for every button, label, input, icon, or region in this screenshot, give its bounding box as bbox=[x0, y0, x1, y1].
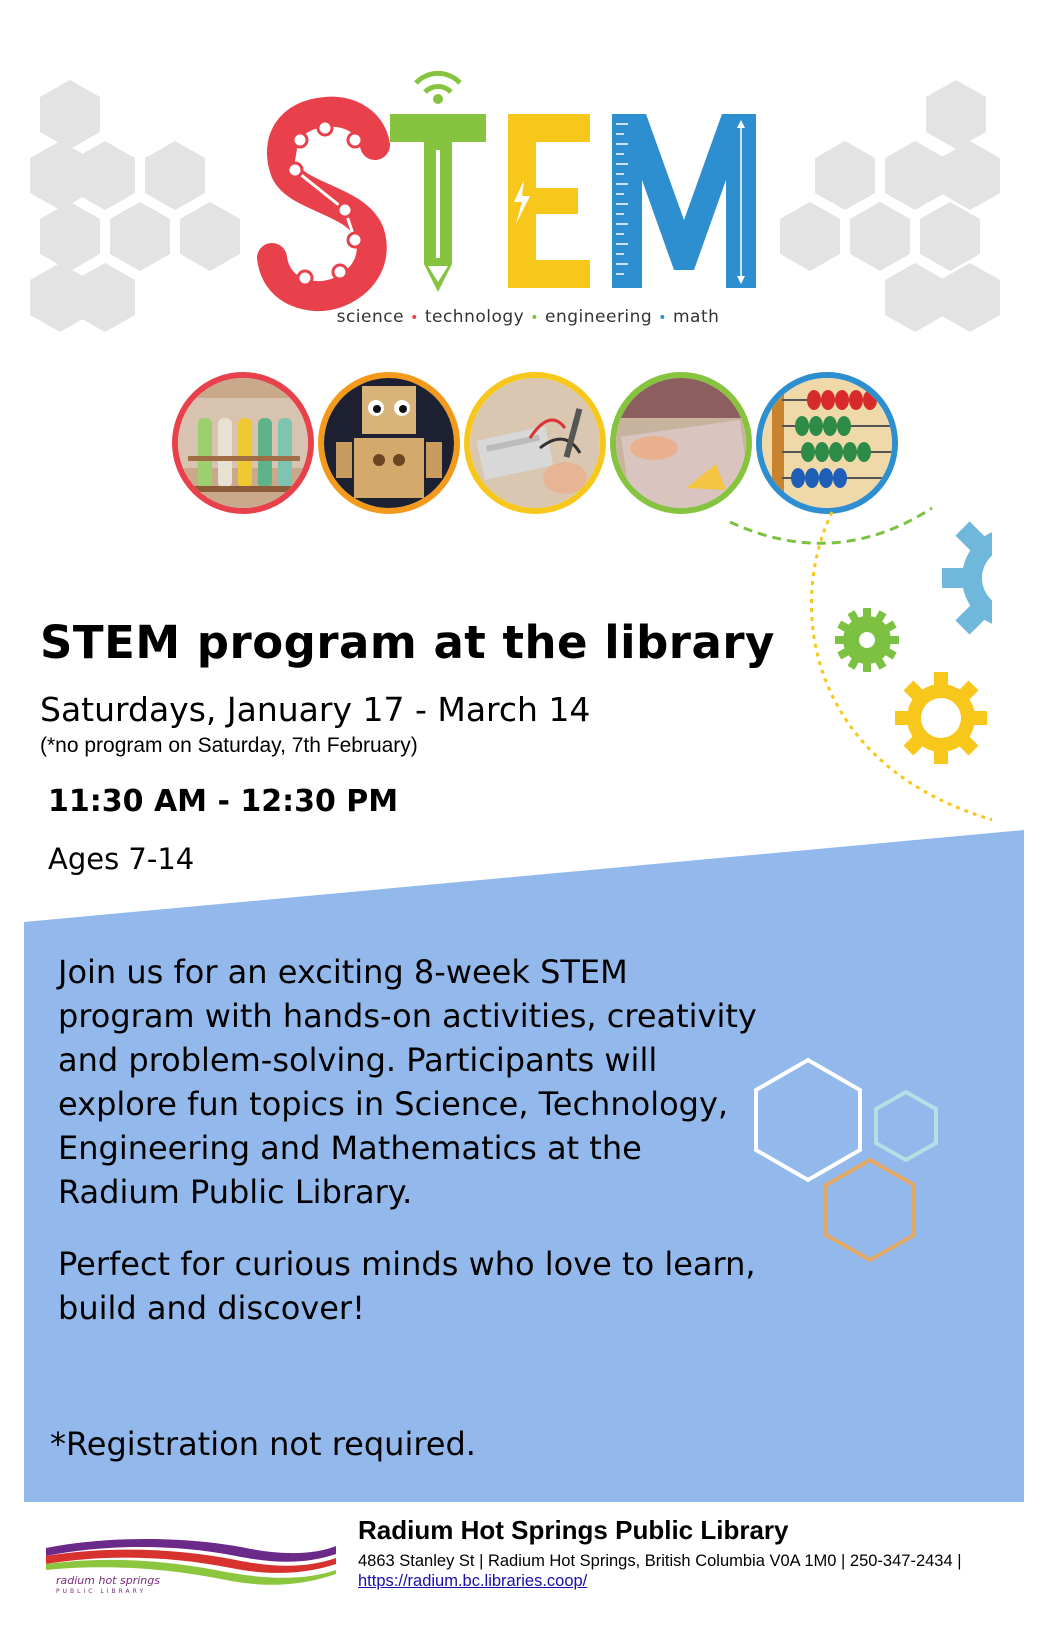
letter-e bbox=[508, 114, 590, 288]
photo-wooden-robot bbox=[318, 372, 460, 514]
program-note: (*no program on Saturday, 7th February) bbox=[40, 734, 418, 757]
letter-m bbox=[612, 114, 756, 288]
left-hexagon-pattern bbox=[30, 80, 240, 332]
tagline-dot: • bbox=[530, 310, 539, 326]
green-gear-icon bbox=[835, 608, 899, 672]
program-dates: Saturdays, January 17 - March 14 bbox=[40, 690, 591, 729]
description-paragraph-2: Perfect for curious minds who love to learn, build and discover! bbox=[58, 1245, 756, 1327]
program-title: STEM program at the library bbox=[40, 616, 775, 669]
tagline-engineering: engineering bbox=[545, 307, 653, 327]
letter-s bbox=[272, 112, 375, 296]
gears-decoration bbox=[660, 500, 1056, 840]
program-description bbox=[58, 950, 758, 1330]
letter-t bbox=[390, 73, 486, 292]
photo-test-tubes bbox=[172, 372, 314, 514]
tagline-dot: • bbox=[410, 310, 419, 326]
tagline-science: science bbox=[336, 307, 405, 327]
description-paragraph-1: Join us for an exciting 8-week STEM program with hands-on activities, creativity and problem-solving. Participants will explore fun topics in Science, Technology, Engineering and Mathematics at the Radium Public Library. bbox=[58, 953, 757, 1211]
tagline-dot: • bbox=[658, 310, 667, 326]
stem-logo bbox=[0, 0, 1056, 350]
photo-bead-art bbox=[610, 372, 752, 514]
right-hexagon-pattern bbox=[780, 80, 1000, 332]
library-website-link[interactable]: https://radium.bc.libraries.coop/ bbox=[358, 1572, 588, 1590]
registration-note: *Registration not required. bbox=[50, 1425, 476, 1463]
photo-abacus bbox=[756, 372, 898, 514]
yellow-gear-icon bbox=[895, 672, 987, 764]
library-logo-subtext: PUBLIC LIBRARY bbox=[56, 1588, 147, 1595]
library-logo-text: radium hot springs bbox=[56, 1574, 160, 1587]
library-name: Radium Hot Springs Public Library bbox=[358, 1515, 789, 1545]
tagline-technology: technology bbox=[424, 307, 525, 327]
library-address: 4863 Stanley St | Radium Hot Springs, British Columbia V0A 1M0 | 250-347-2434 | bbox=[358, 1552, 962, 1570]
stem-tagline bbox=[0, 307, 1056, 327]
program-ages: Ages 7-14 bbox=[48, 842, 195, 876]
photo-circuit-breadboard bbox=[464, 372, 606, 514]
program-time: 11:30 AM - 12:30 PM bbox=[48, 784, 399, 819]
tagline-math: math bbox=[672, 307, 720, 327]
